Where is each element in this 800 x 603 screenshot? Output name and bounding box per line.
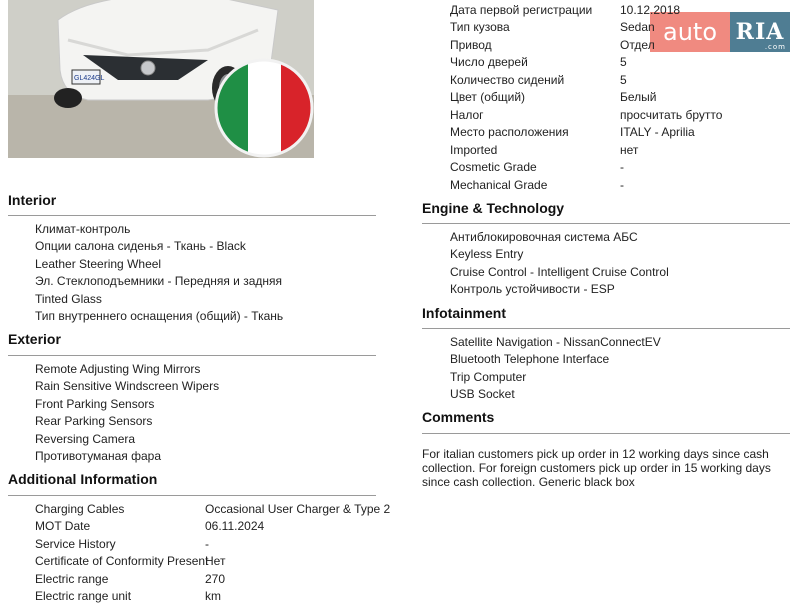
spec-value: Отдел	[620, 38, 655, 52]
logo-auto-text: auto	[650, 12, 730, 52]
list-item: Satellite Navigation - NissanConnectEV	[450, 335, 661, 349]
info-label: Certificate of Conformity Present	[35, 554, 209, 568]
info-label: Electric range	[35, 572, 109, 586]
list-item: Противотуманая фара	[35, 449, 162, 463]
italy-flag-icon	[214, 58, 314, 158]
spec-value: 5	[620, 55, 627, 69]
list-item: Опции салона сиденья - Ткань - Black	[35, 239, 246, 253]
spec-label: Дата первой регистрации	[450, 3, 593, 17]
spec-label: Привод	[450, 38, 492, 52]
list-item: Cruise Control - Intelligent Cruise Control	[450, 265, 669, 279]
list-item: Leather Steering Wheel	[35, 257, 162, 271]
spec-value: ITALY - Aprilia	[620, 125, 695, 139]
spec-value: нет	[620, 143, 639, 157]
divider	[8, 355, 376, 356]
info-value: -	[205, 537, 209, 551]
list-item: Эл. Стеклоподъемники - Передняя и задняя	[35, 274, 282, 288]
info-value: km	[205, 589, 221, 603]
spec-label: Налог	[450, 108, 484, 122]
spec-label: Cosmetic Grade	[450, 160, 537, 174]
spec-value: 5	[620, 73, 627, 87]
section-title-exterior: Exterior	[8, 331, 61, 347]
list-item: USB Socket	[450, 387, 515, 401]
divider	[422, 223, 790, 224]
list-item: Rain Sensitive Windscreen Wipers	[35, 379, 220, 393]
info-label: MOT Date	[35, 519, 91, 533]
list-item: Keyless Entry	[450, 247, 524, 261]
auto-ria-logo[interactable]	[650, 12, 790, 52]
logo-ria-text	[730, 12, 790, 52]
info-value: Нет	[205, 554, 226, 568]
section-title-infotainment: Infotainment	[422, 305, 506, 321]
list-item: Климат-контроль	[35, 222, 131, 236]
spec-label: Imported	[450, 143, 498, 157]
spec-label: Mechanical Grade	[450, 178, 548, 192]
divider	[422, 328, 790, 329]
list-item: Тип внутреннего оснащения (общий) - Ткань	[35, 309, 284, 323]
divider	[8, 215, 376, 216]
divider	[8, 495, 376, 496]
list-item: Front Parking Sensors	[35, 397, 155, 411]
list-item: Bluetooth Telephone Interface	[450, 352, 610, 366]
car-photo	[8, 0, 314, 158]
list-item: Контроль устойчивости - ESP	[450, 282, 615, 296]
spec-label: Число дверей	[450, 55, 528, 69]
list-item: Trip Computer	[450, 370, 527, 384]
plate-text: GL424GL	[74, 75, 105, 82]
list-item: Reversing Camera	[35, 432, 136, 446]
list-item: Rear Parking Sensors	[35, 414, 153, 428]
spec-label: Место расположения	[450, 125, 569, 139]
spec-label: Количество сидений	[450, 73, 565, 87]
section-title-interior: Interior	[8, 192, 57, 208]
list-item: Tinted Glass	[35, 292, 102, 306]
spec-value: просчитать брутто	[620, 108, 723, 122]
info-label: Service History	[35, 537, 116, 551]
logo-com: .com	[764, 43, 786, 51]
section-title-additional: Additional Information	[8, 471, 158, 487]
list-item: Remote Adjusting Wing Mirrors	[35, 362, 201, 376]
list-item: Антиблокировочная система АБС	[450, 230, 638, 244]
comments-text: For italian customers pick up order in 12 working days since cash collection. For foreign customers pick up order in 15 working days since cash collection. Generic black box	[422, 447, 771, 489]
spec-value: Sedan	[620, 20, 655, 34]
info-value: 06.11.2024	[205, 519, 265, 533]
spec-label: Тип кузова	[450, 20, 510, 34]
divider	[422, 433, 790, 434]
spec-value: Белый	[620, 90, 657, 104]
spec-label: Цвет (общий)	[450, 90, 526, 104]
info-value: 270	[205, 572, 226, 586]
section-title-engine: Engine & Technology	[422, 200, 565, 216]
spec-value: 10.12.2018	[620, 3, 681, 17]
spec-value: -	[620, 178, 624, 192]
info-value: Occasional User Charger & Type 2	[205, 502, 391, 516]
spec-value: -	[620, 160, 624, 174]
info-label: Electric range unit	[35, 589, 132, 603]
section-title-comments: Comments	[422, 409, 495, 425]
logo-ria-word: RIA	[735, 19, 785, 45]
info-label: Charging Cables	[35, 502, 125, 516]
